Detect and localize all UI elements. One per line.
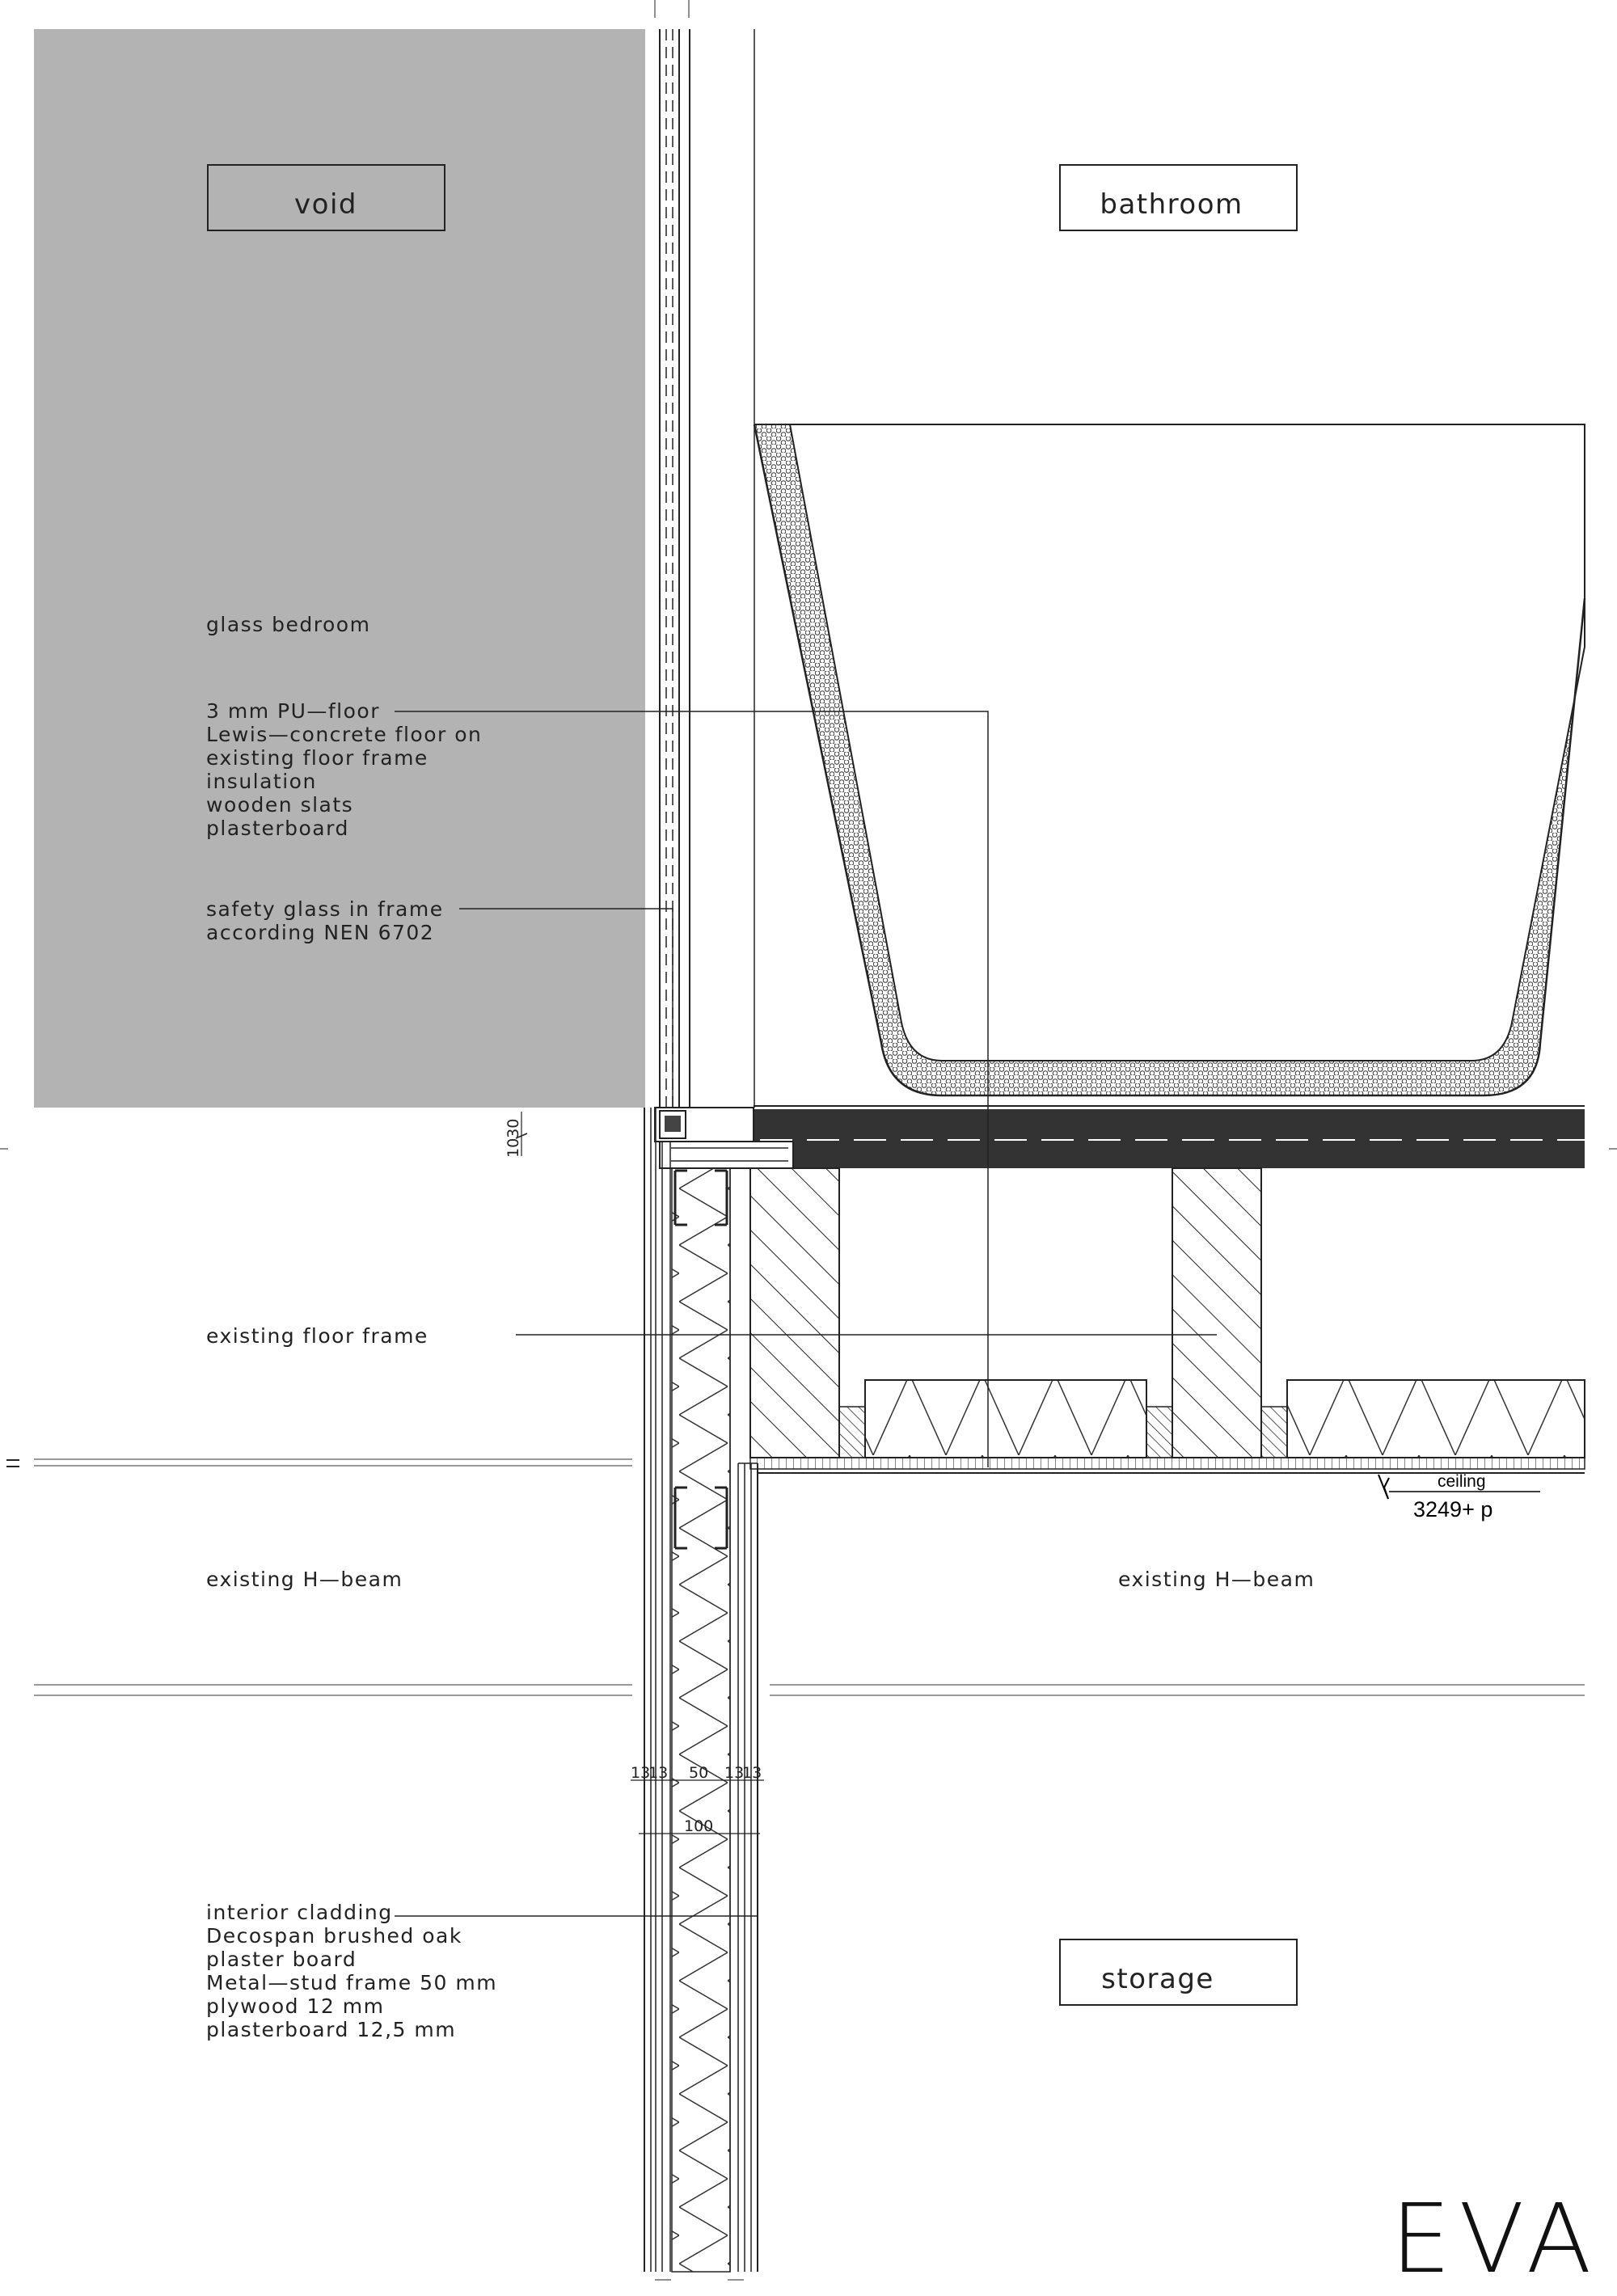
- dimension-layer: 13: [724, 1764, 745, 1782]
- dimension-layer: 13: [648, 1764, 669, 1782]
- interior-wall: [644, 1108, 758, 2280]
- eva-logo: EVA: [1391, 2183, 1600, 2294]
- floor-buildup-line: Lewis—concrete floor on: [206, 723, 483, 746]
- wall-buildup-line: Decospan brushed oak: [206, 1924, 462, 1948]
- safety-glass-line: according NEN 6702: [206, 921, 435, 944]
- wall-buildup-line: interior cladding: [206, 1901, 393, 1924]
- existing-h-beam-left-label: existing H—beam: [206, 1568, 403, 1591]
- floor-slab: [754, 1106, 1585, 1168]
- floor-buildup-line: 3 mm PU—floor: [206, 699, 380, 723]
- bathroom-room-label: [1060, 165, 1297, 230]
- dimension-layer: 13: [631, 1764, 651, 1782]
- dimension-layer: 50: [689, 1764, 709, 1782]
- void-label: void: [294, 188, 357, 221]
- wall-buildup-line: plywood 12 mm: [206, 1994, 385, 2018]
- wall-buildup-line: plasterboard 12,5 mm: [206, 2018, 457, 2041]
- glass-partition: [655, 0, 754, 1108]
- floor-buildup-line: existing floor frame: [206, 746, 429, 770]
- existing-floor-frame-label: existing floor frame: [206, 1324, 429, 1348]
- dimension-glass-floor: [505, 1112, 527, 1158]
- dimension-1030: 1030: [505, 1118, 522, 1158]
- floor-joists: [750, 1168, 1585, 1458]
- bathroom-label: bathroom: [1100, 188, 1243, 221]
- ceiling-level-label: ceiling: [1438, 1472, 1486, 1491]
- wall-buildup-note: [206, 1901, 497, 2041]
- glass-bedroom-label: glass bedroom: [206, 613, 371, 636]
- floor-buildup-line: insulation: [206, 770, 317, 793]
- ceiling-level-marker: [1378, 1472, 1540, 1522]
- existing-h-beam-right-label: existing H—beam: [1118, 1568, 1315, 1591]
- floor-buildup-line: wooden slats: [206, 793, 354, 817]
- ceiling-level-value: 3249+ p: [1413, 1497, 1493, 1522]
- storage-room-label: [1060, 1939, 1297, 2005]
- safety-glass-note: [206, 897, 444, 944]
- safety-glass-line: safety glass in frame: [206, 897, 444, 921]
- floor-buildup-line: plasterboard: [206, 817, 349, 840]
- dimension-total: 100: [684, 1817, 714, 1835]
- wall-buildup-line: Metal—stud frame 50 mm: [206, 1971, 498, 1994]
- ceiling-plasterboard: [738, 1458, 1585, 1473]
- wall-buildup-line: plaster board: [206, 1948, 357, 1971]
- storage-label: storage: [1101, 1963, 1214, 1995]
- bathtub: [754, 424, 1585, 1095]
- dimension-layer: 13: [742, 1764, 762, 1782]
